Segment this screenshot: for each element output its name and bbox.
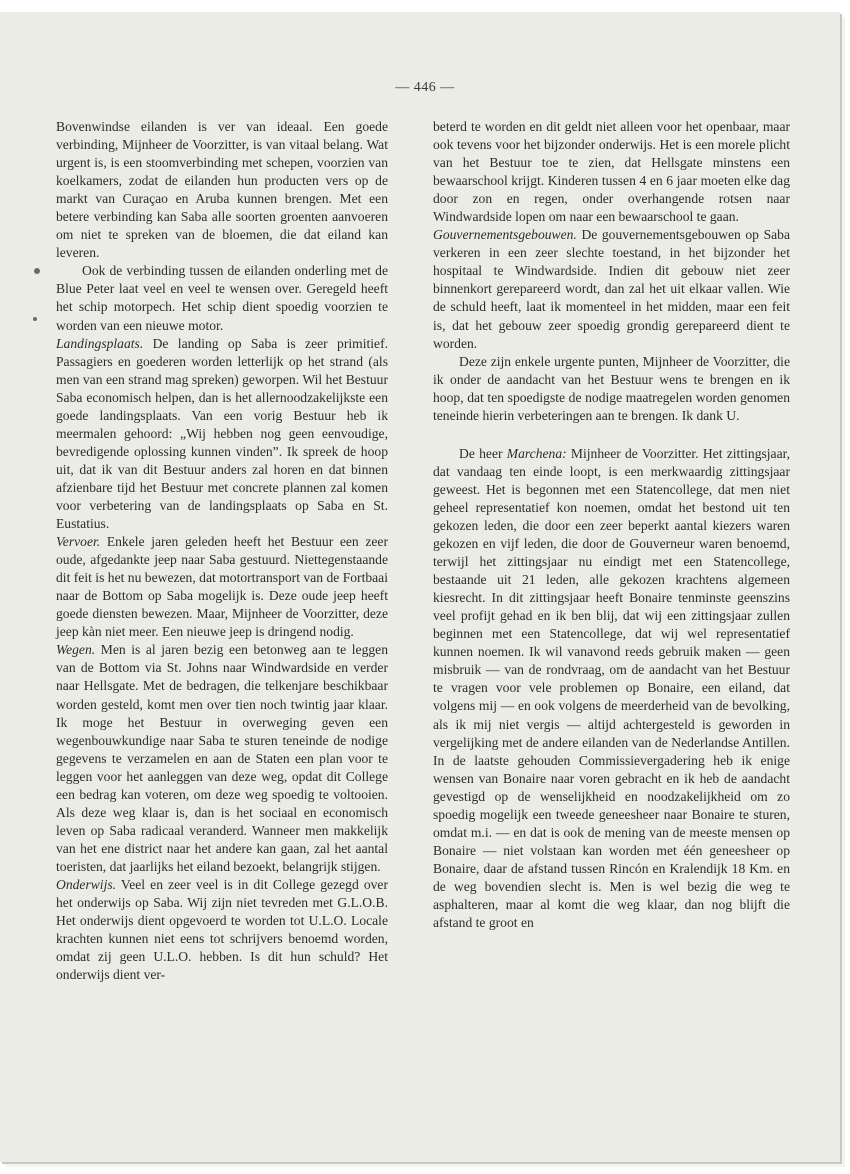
margin-dot-icon [33,317,37,321]
section-lead: Vervoer. [56,534,101,550]
paragraph-intro [56,118,388,262]
paragraph-vervoer [56,533,388,641]
paragraph-wegen [56,641,388,876]
speaker-prefix: De heer [459,445,507,461]
paragraph-text: Deze zijn enkele urgente punten, Mijnheer de Voorzitter, die ik onder de aandacht van het Bestuur wens te brengen en ik hoop, dat ten spoedigste de nodige maatregelen worden genomen teneinde hierin verbeteringen aan te brengen. Ik dank U. [433,353,790,423]
paragraph-text: Bovenwindse eilanden is ver van ideaal. Een goede verbinding, Mijnheer de Voorzitter, is van vitaal belang. Wat urgent is, is een stoomverbinding met schepen, voorzien van koelkamers, zodat de eilanden hun producten vers op de markt van Curaçao en Aruba kunnen brengen. Met een betere verbinding kan Saba alle soorten groenten aanvoeren om niet te spreken van de bloemen, die dat eiland kan leveren. [56,119,388,261]
paragraph-text: Enkele jaren geleden heeft het Bestuur een zeer oude, afgedankte jeep naar Saba gestuurd. Niettegenstaande dit feit is het nu bewezen, dat motortransport van de Fortbaai naar de Bottom op Saba mogelijk is. Deze oude jeep heeft goede diensten bewezen. Maar, Mijnheer de Voorzitter, deze jeep kàn niet meer. Een nieuwe jeep is dringend nodig. [56,534,388,640]
paragraph-text: Ook de verbinding tussen de eilanden onderling met de Blue Peter laat veel en veel te wensen over. Geregeld heeft het schip motorpech. Het schip dient spoedig voorzien te worden van een nieuwe motor. [56,263,388,333]
paragraph-landingsplaats [56,335,388,534]
paragraph-text: De landing op Saba is zeer primitief. Passagiers en goederen worden letterlijk op het strand (als men van een strand mag spreken) geworpen. Wil het Bestuur Saba economisch helpen, dan is het allernoodzakelijkste een goede landingsplaats. Van een vorig Bestuur heb ik meermalen gehoord: „Wij hebben nog geen eenvoudige, bevredigende oplossing kunnen vinden”. Ik spreek de hoop uit, dat ik van dit Bestuur anders zal horen en dat binnen afzienbare tijd het Bestuur met concrete plannen zal komen voor verbetering van de landingsplaats op Saba en St. Eustatius. [56,335,388,532]
paragraph-closing [433,353,790,425]
section-lead: Gouvernementsgebouwen. [433,227,577,243]
paragraph-spacer [433,425,790,445]
paragraph-text: Veel en zeer veel is in dit College gezegd over het onderwijs op Saba. Wij zijn niet tevreden met G.L.O.B. Het onderwijs dient opgevoerd te worden tot U.L.O. Locale krachten kunnen niet eens tot schrijvers benoemd worden, omdat zij geen U.L.O. hebben. Is dit hun schuld? Het onderwijs dient ver- [56,876,388,983]
paragraph-text: Mijnheer de Voorzitter. Het zittingsjaar, dat vandaag ten einde loopt, is een merkwaardig zittingsjaar geweest. Het is begonnen met een Statencollege, dat men niet geheel representatief kon noemen, omdat het bestond uit ten gekozen leden, die door een zeer beperkt aantal kiezers waren gekozen en vijf leden, die door de Gouverneur waren benoemd, terwijl het zittingsjaar nu eindigt met een Statencollege, bestaande uit 21 leden, alle gekozen krachtens algemeen kiesrecht. In dit zittingsjaar heeft Bonaire tenminste geenszins veel profijt gehad en ik ben blij, dat wij een zittingsjaar zullen beginnen met een Statencollege, dat wij wel representatief kunnen noemen. Ik wil vanavond reeds gebruik maken — geen misbruik — van de rondvraag, om de aandacht van het Bestuur te vragen voor vele problemen op Bonaire, een eiland, dat volgens mij — en ook volgens de meerderheid van de bevolking, als ik mij niet vergis — altijd achtergesteld is geworden in vergelijking met de andere eilanden van de Nederlandse Antillen. In de laatste gehouden Commissievergadering heb ik enige wensen van Bonaire naar voren gebracht en ik heb de aandacht gevestigd op de wenselijkheid en noodzakelijkheid om zo spoedig mogelijk een tweede geneesheer naar Bonaire te sturen, omdat m.i. — en dat is ook de mening van de meeste mensen op Bonaire — niet volstaan kan worden met één geneesheer op Bonaire, daar de afstand tussen Rincón en Kralendijk 18 Km. en de weg bovendien slecht is. Men is wel bezig die weg te asphalteren, maar al komt die weg klaar, dan nog blijft die afstand te groot en [433,445,790,931]
margin-dot-icon [34,268,40,274]
page-number: — 446 — [395,80,455,95]
paragraph-blue-peter [56,262,388,334]
paragraph-text: beterd te worden en dit geldt niet alleen voor het openbaar, maar ook tevens voor het bijzonder onderwijs. Het is een morele plicht van het Bestuur toe te zien, dat Hellsgate minstens een bewaarschool krijgt. Kinderen tussen 4 en 6 jaar moeten elke dag door zon en regen, onder overhangende rotsen naar Windwardside lopen om naar een bewaarschool te gaan. [433,119,790,225]
paragraph-onderwijs-continued [433,118,790,226]
paragraph-gouvernementsgebouwen [433,226,790,352]
section-lead: Onderwijs. [56,876,117,892]
paragraph-onderwijs [56,876,388,984]
paragraph-text: Men is al jaren bezig een betonweg aan te leggen van de Bottom via St. Johns naar Windwardside en verder naar Hellsgate. Met de bedragen, die telkenjare beschikbaar worden gesteld, komt men over tien noch twintig jaar klaar. Ik moge het Bestuur in overweging geven een wegenbouwkundige naar Saba te sturen teneinde de nodige gegevens te verzamelen en aan de Staten een plan voor te leggen voor het aanleggen van deze weg, opdat dit College een bedrag kan voteren, om deze weg spoedig te voltooien. Als deze weg klaar is, dan is het sociaal en economisch leven op Saba radicaal veranderd. Wanneer men makkelijk van het ene district naar het andere kan gaan, zal het aantal toeristen, dat jaarlijks het eiland bezoekt, belangrijk stijgen. [56,642,389,874]
section-lead: Wegen. [56,642,96,658]
right-column [433,118,790,932]
section-lead: Landingsplaats. [56,335,144,351]
paragraph-text: De gouvernementsgebouwen op Saba verkeren in een zeer slechte toestand, in het bijzonder het hospitaal te Windwardside. Indien dit gebouw niet zeer binnenkort gerepareerd wordt, dan zal het uit elkaar vallen. Wie de schuld heeft, laat ik momenteel in het midden, maar een feit is, dat het gebouw zeer spoedig grondig gerepareerd dient te worden. [433,227,790,351]
left-column [56,118,388,984]
paragraph-marchena [433,445,790,932]
speaker-name: Marchena: [506,445,567,461]
